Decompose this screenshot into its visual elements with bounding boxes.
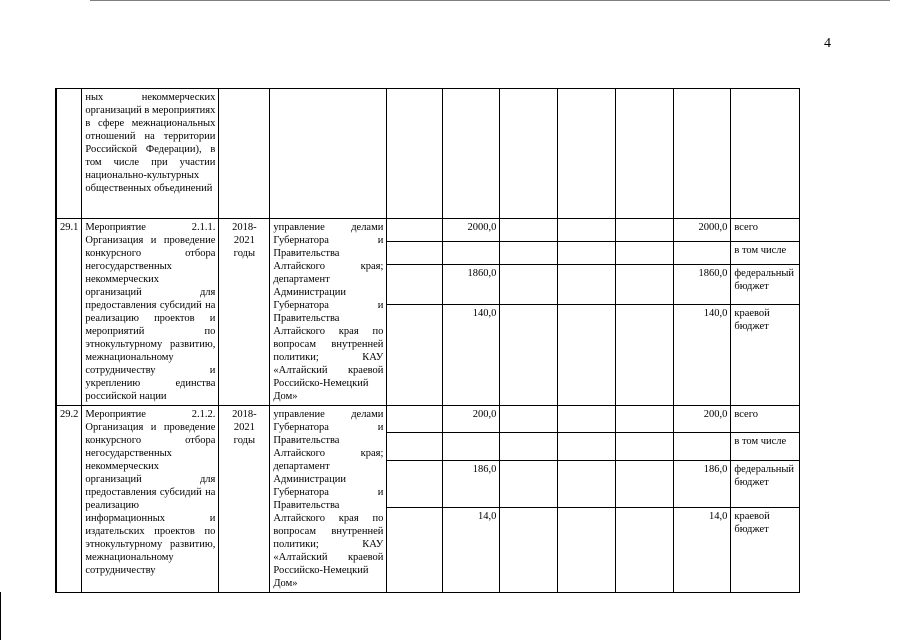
table-row xyxy=(56,406,800,433)
cell-row-number: 29.2 xyxy=(56,406,82,593)
cell-empty xyxy=(558,265,616,305)
cell-empty xyxy=(270,89,387,219)
cell-empty xyxy=(500,265,558,305)
cell-empty xyxy=(500,242,558,265)
cell-empty xyxy=(500,305,558,406)
cell-amount-total: 1860,0 xyxy=(674,265,731,305)
cell-empty xyxy=(500,508,558,593)
scan-edge-top xyxy=(90,0,890,1)
cell-amount-2018: 140,0 xyxy=(443,305,500,406)
cell-amount-total: 2000,0 xyxy=(674,219,731,242)
cell-empty xyxy=(616,89,674,219)
cell-empty xyxy=(387,305,443,406)
cell-source: федеральный бюджет xyxy=(731,460,800,507)
cell-executor: управление делами Губернатора и Правительства Алтайского края; департамент Администрации Губернатора и Правительства Алтайского края по вопросам внутренней политики; КАУ «Алтайский краевой Российско-Немецкий Дом» xyxy=(270,219,387,406)
cell-empty xyxy=(500,219,558,242)
cell-empty xyxy=(387,242,443,265)
page-number: 4 xyxy=(824,36,831,51)
cell-source: в том числе xyxy=(731,242,800,265)
cell-empty xyxy=(616,433,674,460)
cell-empty xyxy=(387,508,443,593)
program-table xyxy=(55,88,800,593)
cell-empty xyxy=(558,508,616,593)
cell-source: всего xyxy=(731,219,800,242)
cell-source: всего xyxy=(731,406,800,433)
cell-amount-2018: 2000,0 xyxy=(443,219,500,242)
cell-empty xyxy=(616,305,674,406)
cell-num xyxy=(56,89,82,219)
cell-empty xyxy=(674,89,731,219)
cell-empty xyxy=(500,460,558,507)
cell-empty xyxy=(500,433,558,460)
cell-amount-2018: 186,0 xyxy=(443,460,500,507)
cell-empty xyxy=(387,89,443,219)
cell-amount-total: 140,0 xyxy=(674,305,731,406)
cell-empty xyxy=(558,242,616,265)
cell-empty xyxy=(558,406,616,433)
cell-empty xyxy=(387,433,443,460)
cell-empty xyxy=(616,242,674,265)
cell-source: федеральный бюджет xyxy=(731,265,800,305)
cell-source: в том числе xyxy=(731,433,800,460)
cell-empty xyxy=(387,219,443,242)
cell-activity-name: Мероприятие 2.1.1. Организация и проведение конкурсного отбора негосударственных некоммерческих организаций для предоставления субсидий на реализацию проектов и мероприятий по этнокультурному развитию, межнациональному сотрудничеству и укреплению единства российской нации xyxy=(82,219,219,406)
cell-activity-name: Мероприятие 2.1.2. Организация и проведение конкурсного отбора негосударственных некоммерческих организаций для предоставления субсидий на реализацию информационных и издательских проектов по этнокультурному развитию, межнациональному сотрудничеству xyxy=(82,406,219,593)
scan-edge-left xyxy=(0,592,1,640)
cell-source: краевой бюджет xyxy=(731,305,800,406)
cell-empty xyxy=(558,433,616,460)
cell-amount-2018 xyxy=(443,242,500,265)
cell-amount-total: 186,0 xyxy=(674,460,731,507)
cell-years: 2018-2021 годы xyxy=(219,219,270,406)
cell-empty xyxy=(219,89,270,219)
cell-empty xyxy=(616,406,674,433)
cell-years: 2018-2021 годы xyxy=(219,406,270,593)
cell-empty xyxy=(616,265,674,305)
cell-empty xyxy=(387,265,443,305)
cell-continuation-text: ных некоммерческих организаций в мероприятиях в сфере межнациональных отношений на территории Российской Федерации), в том числе при участии национально-культурных общественных объединений xyxy=(82,89,219,219)
cell-empty xyxy=(387,406,443,433)
cell-empty xyxy=(558,89,616,219)
cell-amount-2018: 200,0 xyxy=(443,406,500,433)
cell-empty xyxy=(558,305,616,406)
table-row xyxy=(56,219,800,242)
cell-empty xyxy=(387,460,443,507)
cell-amount-total: 14,0 xyxy=(674,508,731,593)
cell-empty xyxy=(616,508,674,593)
cell-row-number: 29.1 xyxy=(56,219,82,406)
cell-empty xyxy=(500,406,558,433)
cell-empty xyxy=(500,89,558,219)
cell-executor: управление делами Губернатора и Правительства Алтайского края; департамент Администрации Губернатора и Правительства Алтайского края по вопросам внутренней политики; КАУ «Алтайский краевой Российско-Немецкий Дом» xyxy=(270,406,387,593)
cell-empty xyxy=(558,219,616,242)
table-row-continuation xyxy=(56,89,800,219)
cell-amount-2018: 14,0 xyxy=(443,508,500,593)
cell-source: краевой бюджет xyxy=(731,508,800,593)
cell-amount-total: 200,0 xyxy=(674,406,731,433)
cell-empty xyxy=(731,89,800,219)
cell-empty xyxy=(443,89,500,219)
cell-amount-2018: 1860,0 xyxy=(443,265,500,305)
cell-empty xyxy=(558,460,616,507)
cell-amount-total xyxy=(674,242,731,265)
cell-amount-total xyxy=(674,433,731,460)
cell-empty xyxy=(616,460,674,507)
cell-amount-2018 xyxy=(443,433,500,460)
cell-empty xyxy=(616,219,674,242)
